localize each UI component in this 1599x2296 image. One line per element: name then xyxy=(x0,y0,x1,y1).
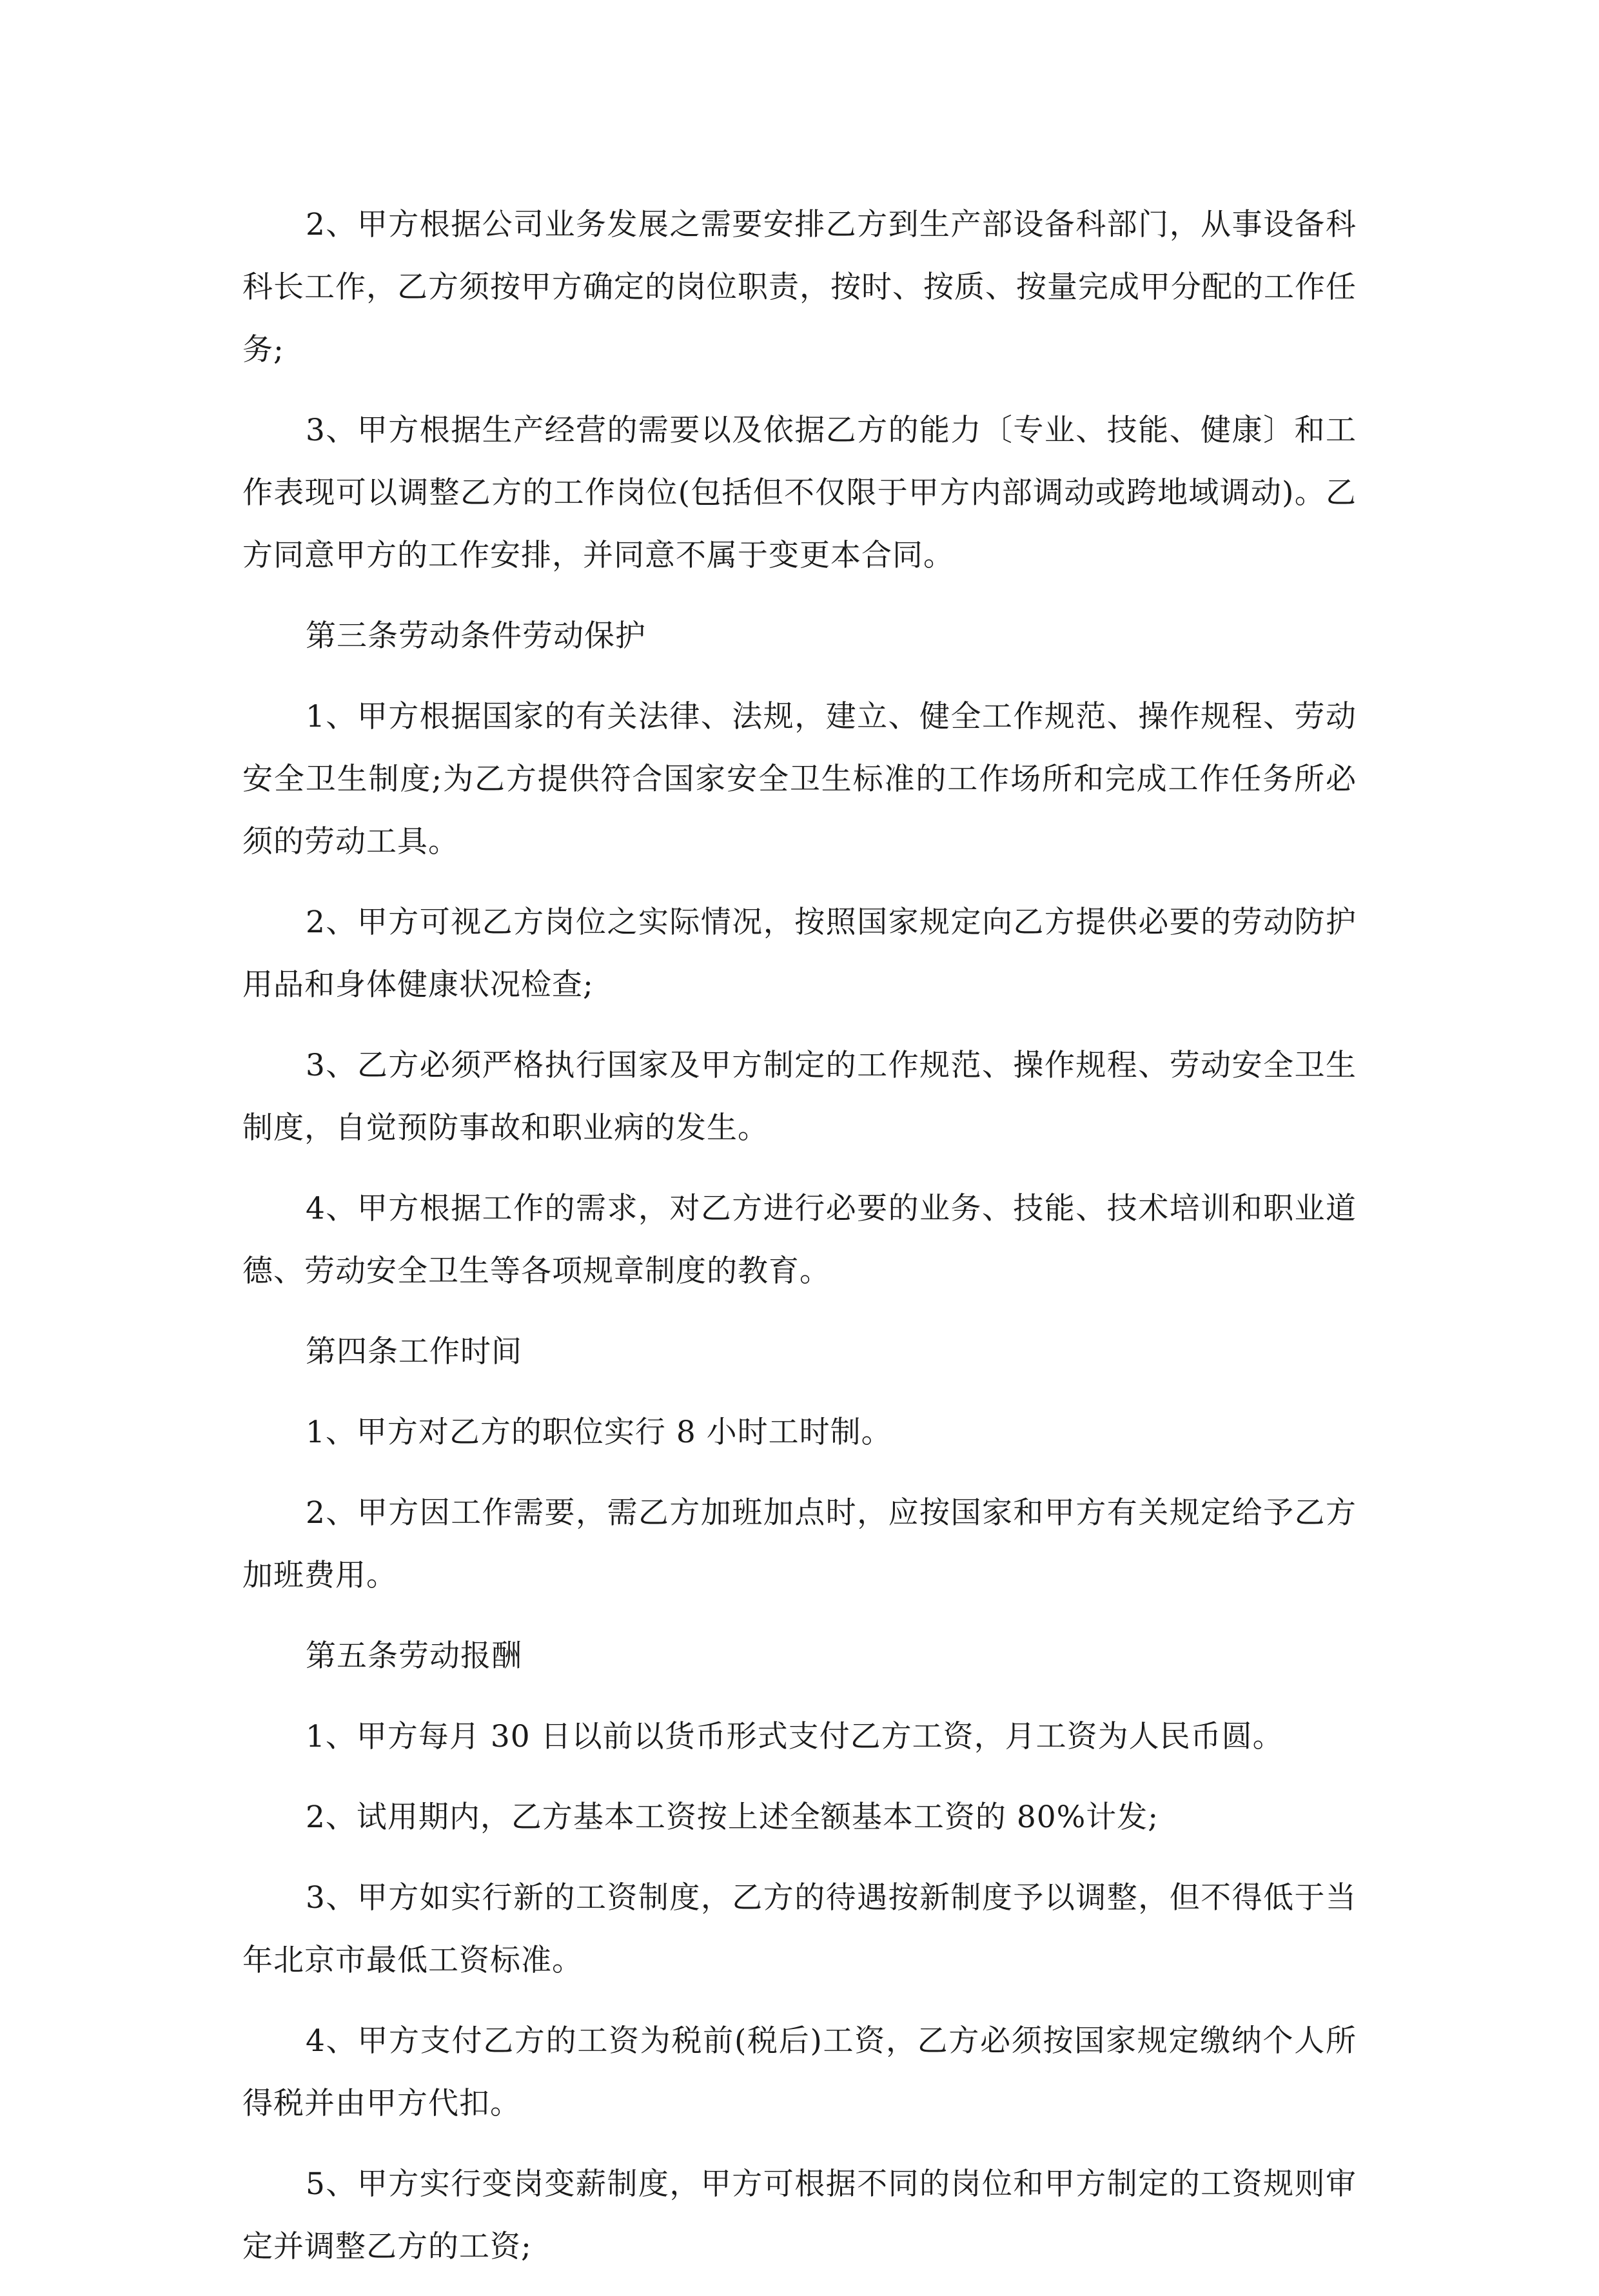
article-5-clause-4: 4、甲方支付乙方的工资为税前(税后)工资，乙方必须按国家规定缴纳个人所得税并由甲方代扣。 xyxy=(242,2023,1357,2121)
article-4-clause-2: 2、甲方因工作需要，需乙方加班加点时，应按国家和甲方有关规定给予乙方加班费用。 xyxy=(242,1495,1357,1593)
article-5-clause-3: 3、甲方如实行新的工资制度，乙方的待遇按新制度予以调整，但不得低于当年北京市最低工资标准。 xyxy=(242,1880,1357,1978)
clause-3-position-adjustment: 3、甲方根据生产经营的需要以及依据乙方的能力〔专业、技能、健康〕和工作表现可以调整乙方的工作岗位(包括但不仅限于甲方内部调动或跨地域调动)。乙方同意甲方的工作安排，并同意不属于变更本合同。 xyxy=(242,413,1357,573)
article-5-clause-1: 1、甲方每月 30 日以前以货币形式支付乙方工资，月工资为人民币圆。 xyxy=(306,1719,1284,1754)
section-heading-article-4: 第四条工作时间 xyxy=(306,1334,522,1369)
article-3-clause-2: 2、甲方可视乙方岗位之实际情况，按照国家规定向乙方提供必要的劳动防护用品和身体健康状况检查; xyxy=(242,905,1357,1003)
article-3-clause-4: 4、甲方根据工作的需求，对乙方进行必要的业务、技能、技术培训和职业道德、劳动安全卫生等各项规章制度的教育。 xyxy=(242,1191,1357,1289)
clause-2-job-assignment: 2、甲方根据公司业务发展之需要安排乙方到生产部设备科部门，从事设备科科长工作，乙方须按甲方确定的岗位职责，按时、按质、按量完成甲分配的工作任务; xyxy=(242,207,1357,368)
article-4-clause-1: 1、甲方对乙方的职位实行 8 小时工时制。 xyxy=(306,1415,892,1450)
article-5-clause-5: 5、甲方实行变岗变薪制度，甲方可根据不同的岗位和甲方制定的工资规则审定并调整乙方的工资; xyxy=(242,2166,1357,2264)
contract-body xyxy=(242,193,1357,2296)
section-heading-article-5: 第五条劳动报酬 xyxy=(306,1638,522,1674)
article-3-clause-3: 3、乙方必须严格执行国家及甲方制定的工作规范、操作规程、劳动安全卫生制度，自觉预防事故和职业病的发生。 xyxy=(242,1048,1357,1146)
article-5-clause-2: 2、试用期内，乙方基本工资按上述全额基本工资的 80%计发; xyxy=(306,1800,1159,1835)
section-heading-article-3: 第三条劳动条件劳动保护 xyxy=(306,618,646,654)
article-3-clause-1: 1、甲方根据国家的有关法律、法规，建立、健全工作规范、操作规程、劳动安全卫生制度;为乙方提供符合国家安全卫生标准的工作场所和完成工作任务所必须的劳动工具。 xyxy=(242,699,1357,859)
